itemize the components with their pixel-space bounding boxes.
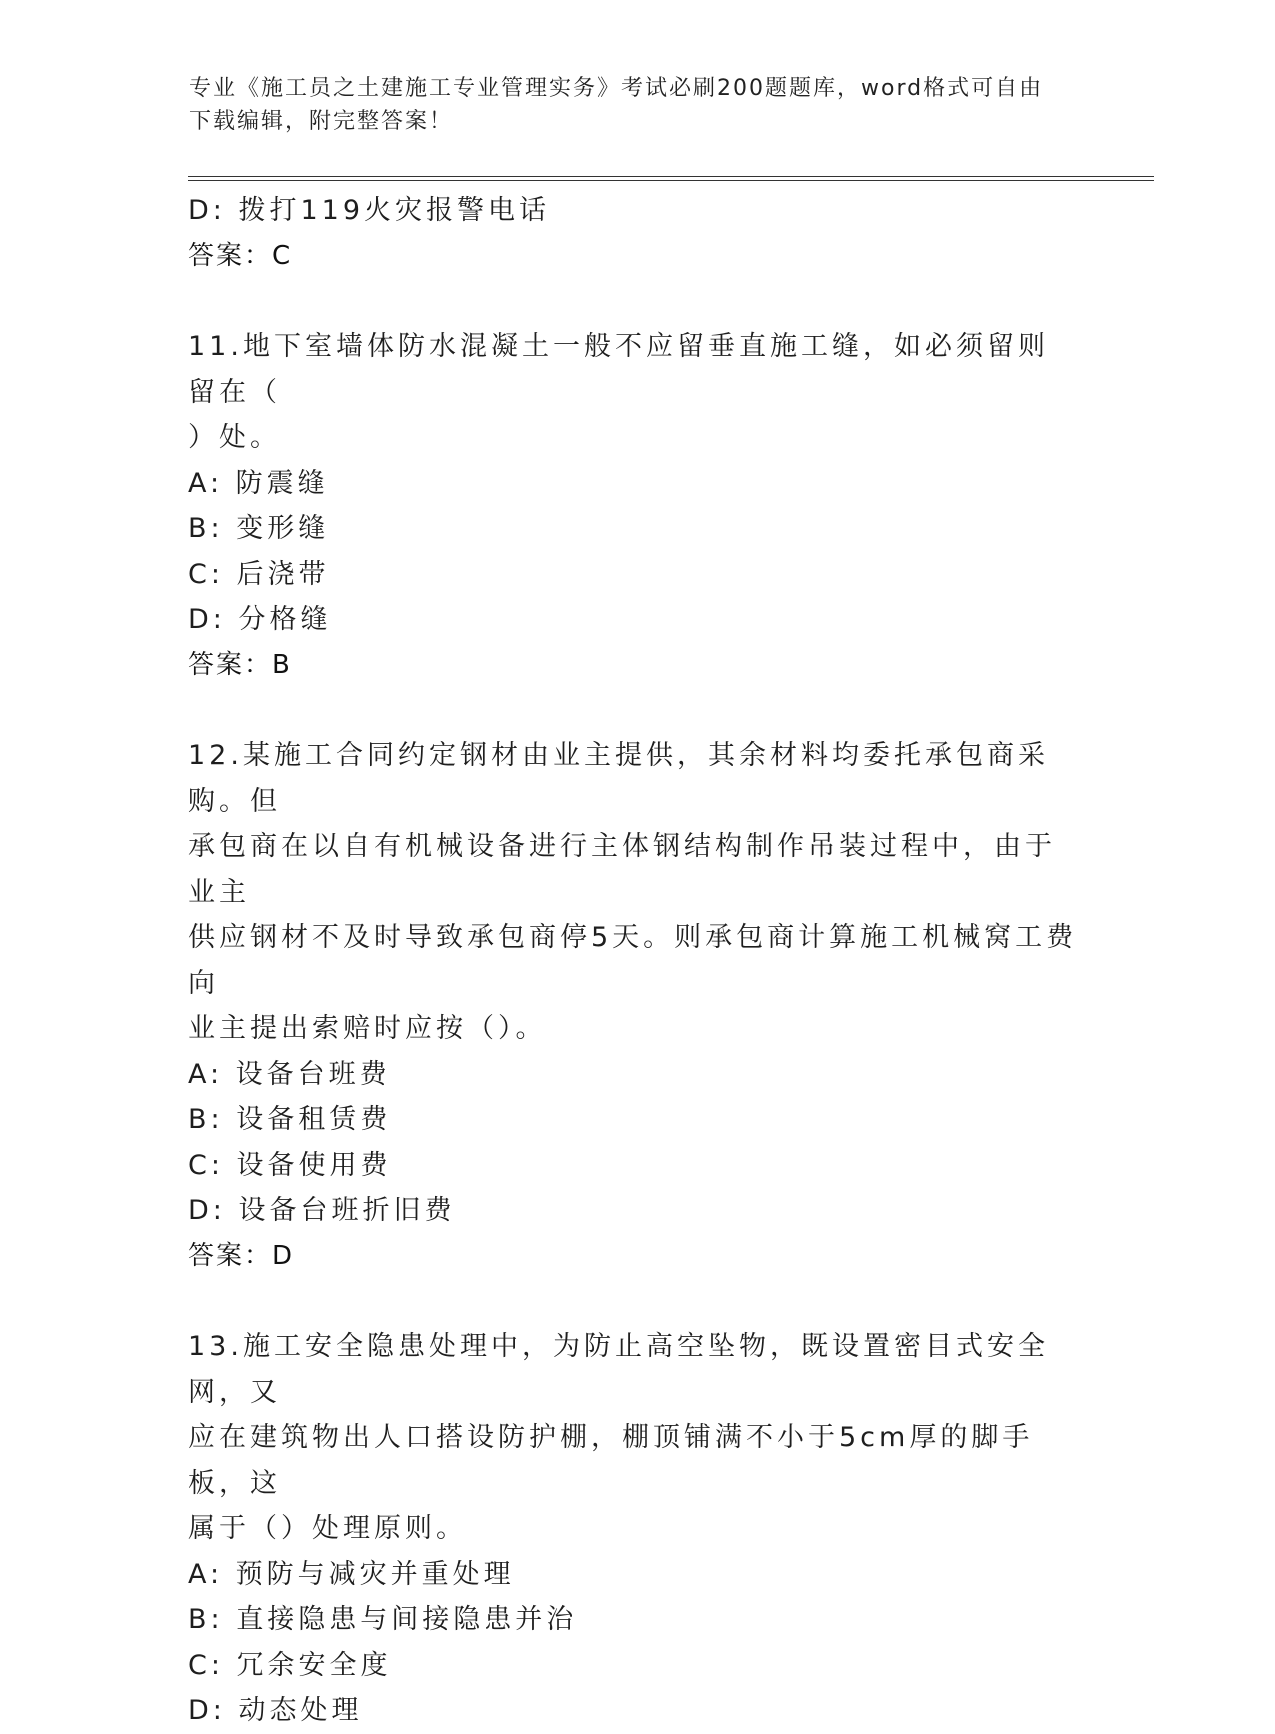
option-d: D: 动态处理 xyxy=(188,1695,363,1726)
option-a: A: 防震缝 xyxy=(188,467,329,499)
question-stem-line: 承包商在以自有机械设备进行主体钢结构制作吊装过程中，由于业主 xyxy=(188,831,1056,908)
option-b: B: 变形缝 xyxy=(188,513,330,544)
question-stem-line: 11.地下室墙体防水混凝土一般不应留垂直施工缝，如必须留则留在（ xyxy=(188,331,1049,408)
question-10-tail xyxy=(188,188,1078,279)
option-d: D: 设备台班折旧费 xyxy=(188,1195,456,1226)
header-divider xyxy=(188,176,1154,181)
option-a: A: 预防与减灾并重处理 xyxy=(188,1558,515,1590)
spacer xyxy=(188,279,1078,324)
question-stem-line: 业主提出索赔时应按（）。 xyxy=(188,1013,547,1044)
question-stem-line: 供应钢材不及时导致承包商停5天。则承包商计算施工机械窝工费向 xyxy=(188,922,1078,999)
question-stem-line: ）处。 xyxy=(188,422,281,453)
question-content xyxy=(188,188,1078,1734)
option-b: B: 直接隐患与间接隐患并治 xyxy=(188,1604,578,1635)
header-line-2: 下载编辑，附完整答案！ xyxy=(189,109,454,134)
document-header xyxy=(189,72,1089,138)
answer-label: 答案：D xyxy=(188,1240,295,1271)
option-c: C: 设备使用费 xyxy=(188,1149,392,1181)
option-d: D: 拨打119火灾报警电话 xyxy=(188,195,551,226)
spacer xyxy=(188,1279,1078,1324)
question-13 xyxy=(188,1324,1078,1734)
question-stem-line: 13.施工安全隐患处理中，为防止高空坠物，既设置密目式安全网，又 xyxy=(188,1331,1049,1408)
option-a: A: 设备台班费 xyxy=(188,1058,391,1090)
spacer xyxy=(188,688,1078,733)
question-stem-line: 12.某施工合同约定钢材由业主提供，其余材料均委托承包商采购。但 xyxy=(188,740,1049,817)
question-12 xyxy=(188,733,1078,1279)
question-stem-line: 应在建筑物出人口搭设防护棚，棚顶铺满不小于5cm厚的脚手板，这 xyxy=(188,1422,1034,1499)
option-c: C: 冗余安全度 xyxy=(188,1649,392,1681)
answer-label: 答案：B xyxy=(188,649,292,680)
option-b: B: 设备租赁费 xyxy=(188,1104,392,1135)
question-stem-line: 属于（）处理原则。 xyxy=(188,1513,467,1544)
option-c: C: 后浇带 xyxy=(188,558,330,590)
answer-label: 答案：C xyxy=(188,240,293,271)
header-line-1: 专业《施工员之土建施工专业管理实务》考试必刷200题题库，word格式可自由 xyxy=(189,76,1044,101)
question-11 xyxy=(188,324,1078,688)
option-d: D: 分格缝 xyxy=(188,604,332,635)
